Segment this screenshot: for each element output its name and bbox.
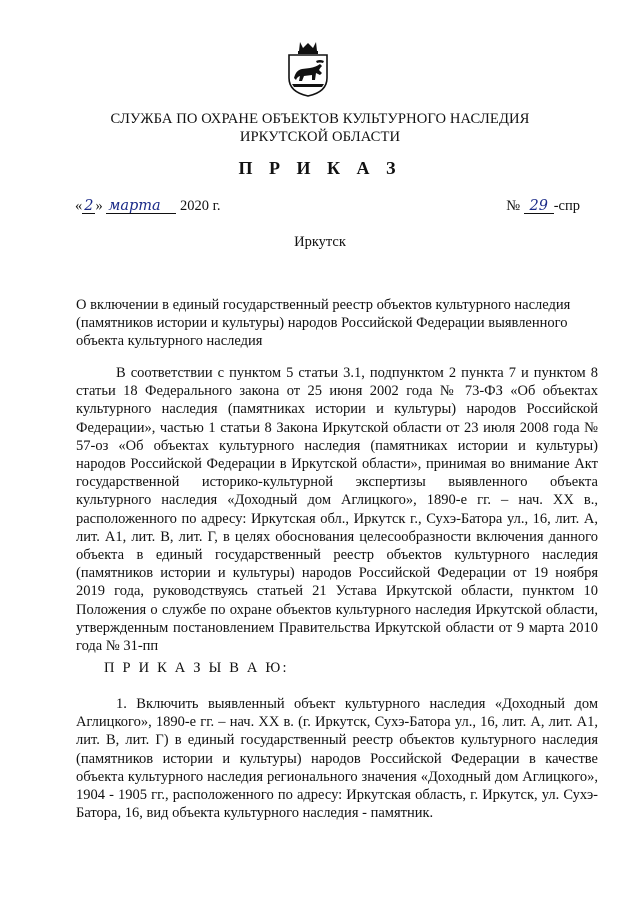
number-prefix: № bbox=[506, 198, 521, 214]
number-suffix: -спр bbox=[553, 198, 580, 214]
legal-basis-paragraph: В соответствии с пунктом 5 статьи 3.1, подпунктом 2 пункта 7 и пунктом 8 статьи 18 Федерального закона от 25 июня 2002 года № 73-ФЗ «Об объектах культурного наследия (памятниках истории и культуры) народов Российской Федерации», частью 1 статьи 8 Закона Иркутской области от 23 июля 2008 года № 57-оз «Об объектах культурного наследия (памятниках истории и культуры) народов Российской Федерации в Иркутской области», принимая во внимание Акт государственной историко-культурной экспертизы выявленного объекта культурного наследия «Доходный дом Аглицкого», 1890-е гг. – нач. XX в., расположенного по адресу: Иркутская обл., Иркутск г., Сухэ-Батора ул., 16, лит. А, лит. А1, лит. В, лит. Г, в целях обоснования целесообразности включения данного объекта в единый государственный реестр объектов культурного наследия (памятников истории и культуры) народов Российской Федерации от 19 ноября 2019 года, руководствуясь статьей 21 Устава Иркутской области, пунктом 10 Положения о службе по охране объектов культурного наследия Иркутской области, утвержденным постановлением Правительства Иркутской области от 9 марта 2010 года № 31-пп bbox=[76, 365, 598, 655]
order-item-1: 1. Включить выявленный объект культурного наследия «Доходный дом Аглицкого», 1890-е гг. – нач. XX в. (г. Иркутск, Сухэ-Батора ул., 16, лит. А, лит. А1, лит. В, лит. Г) в единый государственный реестр объектов культурного наследия (памятников истории и культуры) народов Российской Федерации в качестве объекта культурного наследия регионального значения «Доходный дом Аглицкого», 1904 - 1905 гг., расположенного по адресу: Иркутская область, г. Иркутск, ул. Сухэ-Батора, 16, вид объекта культурного наследия - памятник. bbox=[76, 696, 598, 822]
document-date bbox=[75, 198, 221, 215]
date-close-quote: » bbox=[95, 198, 103, 214]
date-year: 2020 г. bbox=[179, 198, 221, 214]
irkutsk-coat-of-arms-icon bbox=[286, 40, 330, 98]
organization-name-line1: СЛУЖБА ПО ОХРАНЕ ОБЪЕКТОВ КУЛЬТУРНОГО НАСЛЕДИЯ bbox=[110, 111, 530, 127]
date-day-handwritten: 2 bbox=[84, 198, 94, 214]
order-heading: П Р И К А З Ы В А Ю: bbox=[104, 660, 289, 676]
date-month-handwritten: марта bbox=[106, 199, 176, 214]
document-city: Иркутск bbox=[294, 234, 346, 250]
organization-name-line2: ИРКУТСКОЙ ОБЛАСТИ bbox=[239, 129, 401, 145]
document-subject: О включении в единый государственный реестр объектов культурного наследия (памятников истории и культуры) народов Российской Федерации выявленного объекта культурного наследия bbox=[76, 297, 571, 349]
document-number bbox=[506, 198, 580, 215]
document-type-title: П Р И К А З bbox=[238, 158, 402, 178]
number-handwritten: 29 bbox=[524, 199, 554, 214]
date-open-quote: « bbox=[75, 198, 83, 214]
